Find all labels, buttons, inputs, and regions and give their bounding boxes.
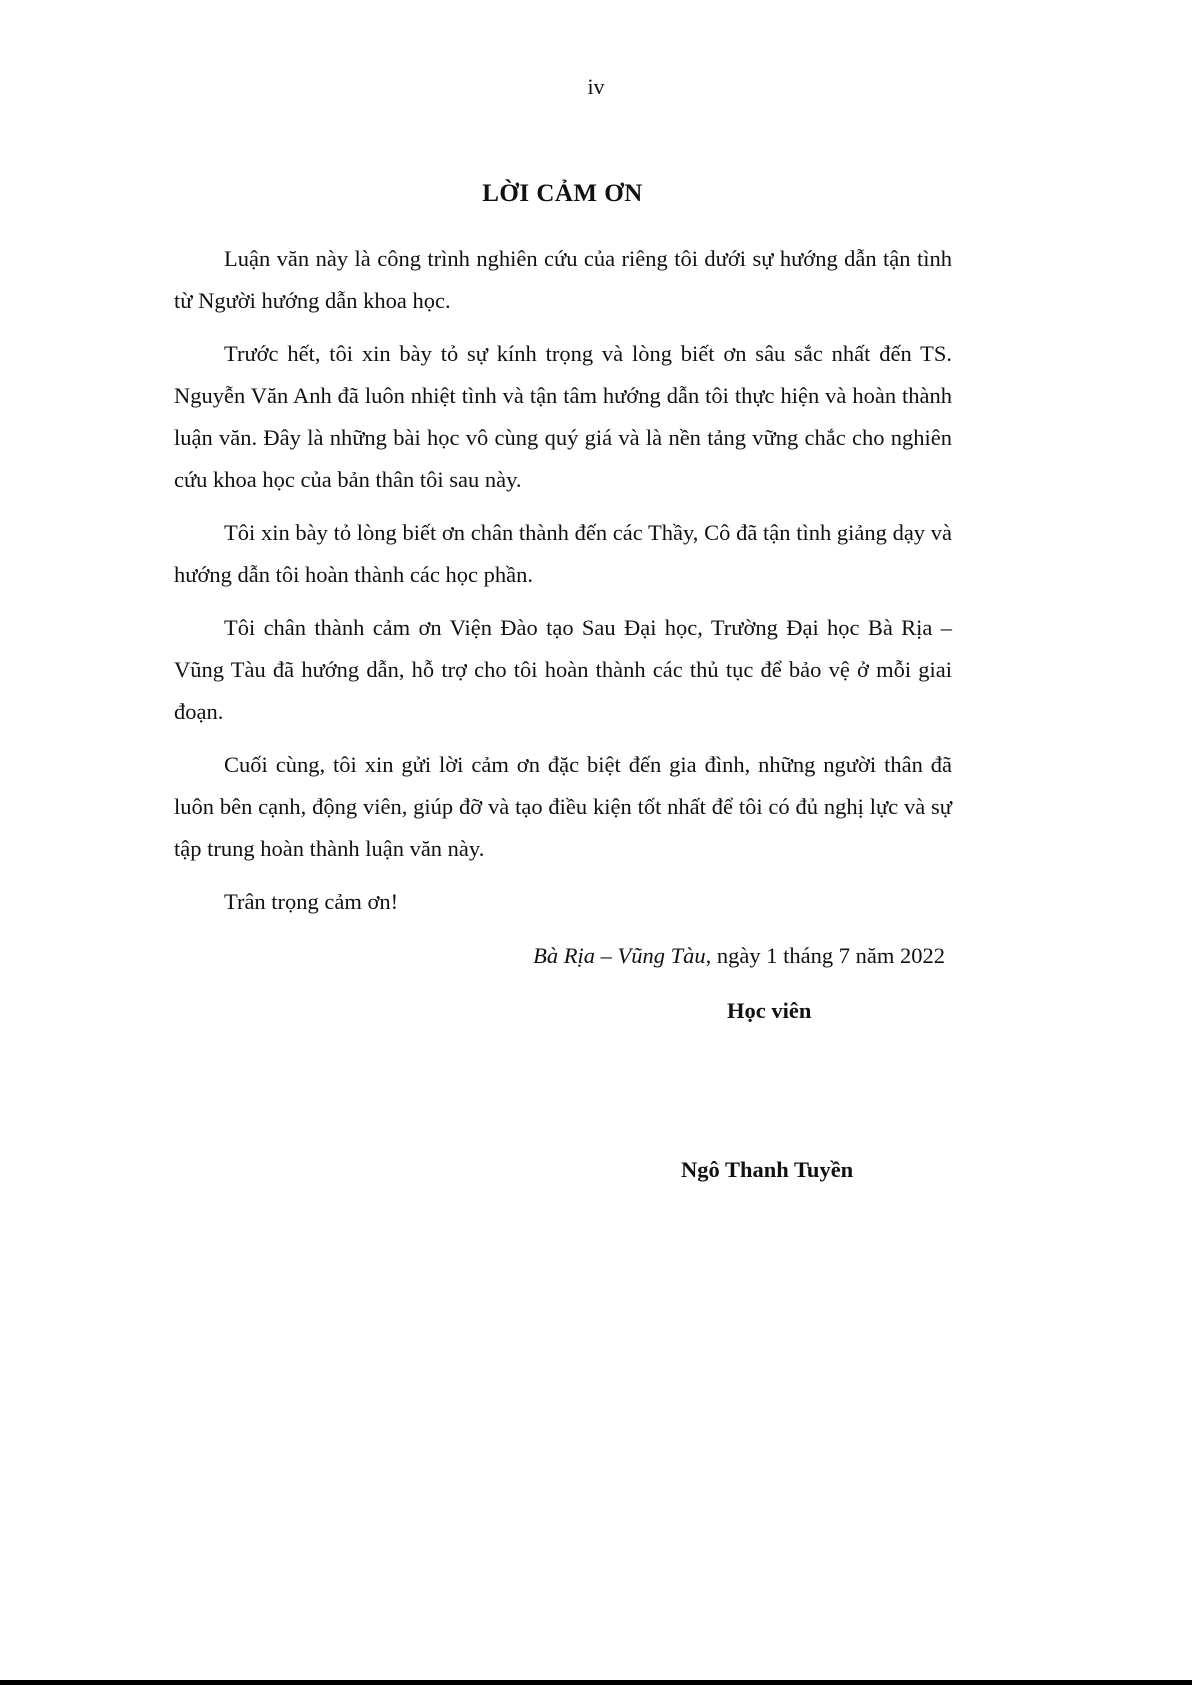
date-line: [533, 943, 945, 969]
signature-place: Bà Rịa – Vũng Tàu: [533, 943, 706, 968]
page-number: iv: [587, 74, 605, 99]
paragraph-closing: Trân trọng cảm ơn!: [224, 889, 399, 914]
signature-date: , ngày 1 tháng 7 năm 2022: [705, 943, 945, 968]
signer-name: Ngô Thanh Tuyền: [681, 1157, 854, 1182]
paragraph-teachers: Tôi xin bày tỏ lòng biết ơn chân thành đến các Thầy, Cô đã tận tình giảng dạy và hướng dẫn tôi hoàn thành các học phần.: [174, 520, 952, 587]
paragraph-intro: Luận văn này là công trình nghiên cứu của riêng tôi dưới sự hướng dẫn tận tình từ Người hướng dẫn khoa học.: [174, 246, 952, 313]
page-title: LỜI CẢM ƠN: [482, 180, 643, 207]
signer-role: Học viên: [727, 998, 812, 1023]
paragraph-institute: Tôi chân thành cảm ơn Viện Đào tạo Sau Đại học, Trường Đại học Bà Rịa – Vũng Tàu đã hướng dẫn, hỗ trợ cho tôi hoàn thành các thủ tục để bảo vệ ở mỗi giai đoạn.: [174, 615, 952, 724]
paragraph-advisor: Trước hết, tôi xin bày tỏ sự kính trọng và lòng biết ơn sâu sắc nhất đến TS. Nguyễn Văn Anh đã luôn nhiệt tình và tận tâm hướng dẫn tôi thực hiện và hoàn thành luận văn. Đây là những bài học vô cùng quý giá và là nền tảng vững chắc cho nghiên cứu khoa học của bản thân tôi sau này.: [174, 341, 952, 492]
bottom-border: [0, 1680, 1192, 1685]
acknowledgement-body: [174, 238, 952, 934]
paragraph-family: Cuối cùng, tôi xin gửi lời cảm ơn đặc biệt đến gia đình, những người thân đã luôn bên cạnh, động viên, giúp đỡ và tạo điều kiện tốt nhất để tôi có đủ nghị lực và sự tập trung hoàn thành luận văn này.: [174, 752, 952, 861]
